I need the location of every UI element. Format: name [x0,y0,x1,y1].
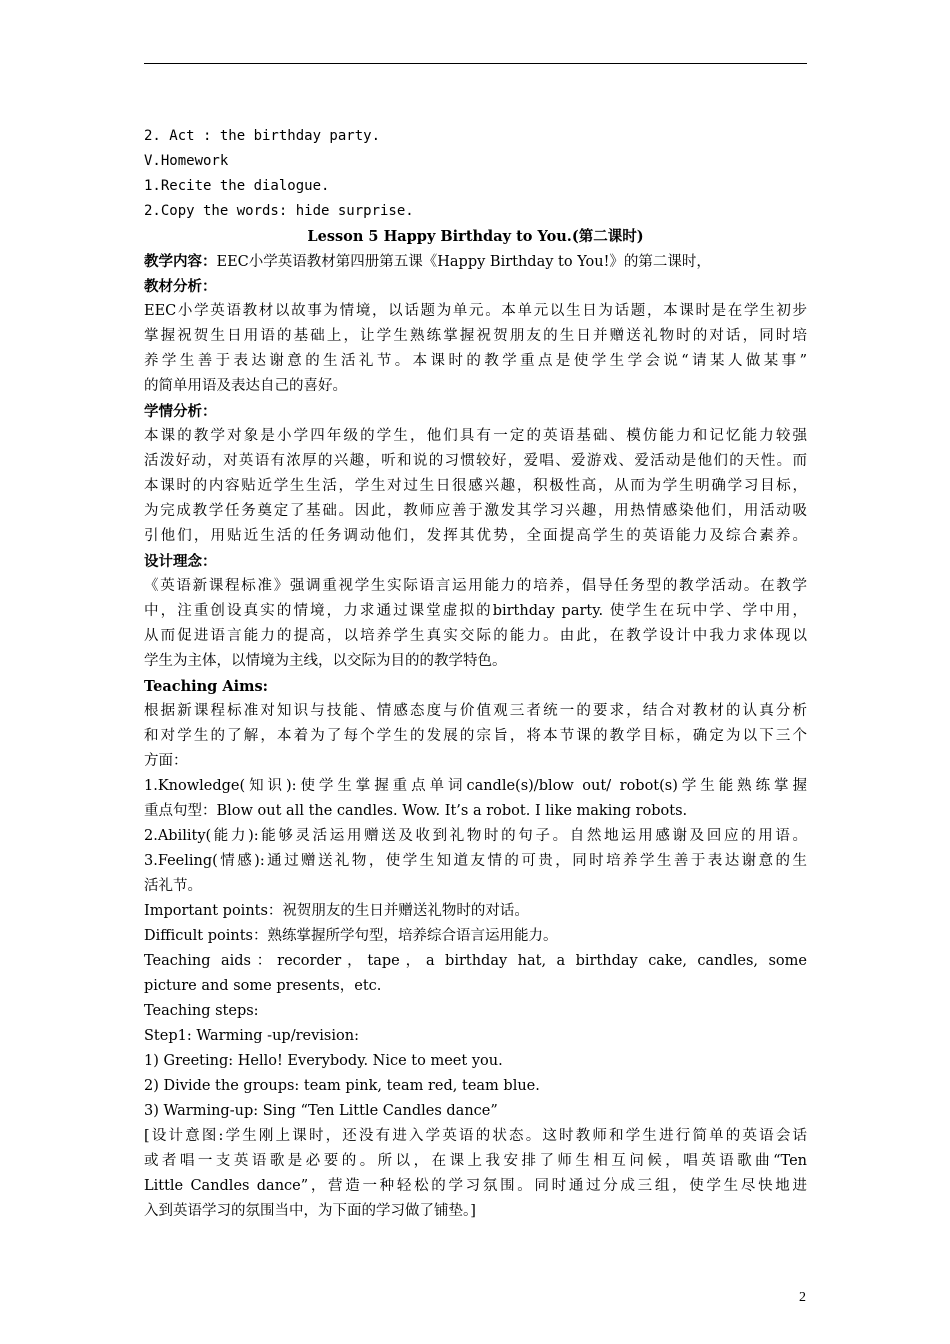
line-text: EEC小学英语教材第四册第五课《Happy Birthday to You!》的第二课时， [216,254,711,270]
text-line: 根据新课程标准对知识与技能、情感态度与价值观三者统一的要求，结合对教材的认真分析 [144,703,807,719]
text-line: 引他们，用贴近生活的任务调动他们，发挥其优势，全面提高学生的英语能力及综合素养。 [144,528,807,544]
text-line: 或者唱一支英语歌是必要的。所以，在课上我安排了师生相互问候，唱英语歌曲“Ten [144,1153,807,1169]
text-line: EEC小学英语教材以故事为情境，以话题为单元。本单元以生日为话题，本课时是在学生初步 [144,303,807,319]
text-line: 3.Feeling(情感):通过赠送礼物，使学生知道友情的可贵，同时培养学生善于表达谢意的生 [144,853,807,869]
text-line: Difficult points：熟练掌握所学句型，培养综合语言运用能力。 [144,928,558,944]
text-line: Teaching steps: [144,1003,259,1019]
text-line: 入到英语学习的氛围当中，为下面的学习做了铺垫。] [144,1203,476,1219]
text-line [144,249,807,274]
text-line: 2.Copy the words: hide surprise. [144,203,414,219]
text-line: 学情分析： [144,403,217,420]
page-number: 2 [799,1290,806,1305]
header-rule [144,63,807,64]
text-line: Lesson 5 Happy Birthday to You.(第二课时) [307,228,644,245]
text-line: 方面： [144,753,188,769]
text-line: 2. Act : the birthday party. [144,128,381,144]
line-heading: 教学内容： [144,253,217,270]
text-line: 养学生善于表达谢意的生活礼节。本课时的教学重点是使学生学会说“请某人做某事” [144,353,807,369]
text-line: 学生为主体，以情境为主线，以交际为目的的教学特色。 [144,653,507,669]
text-line: Step1: Warming -up/revision: [144,1028,359,1044]
text-line: 1.Recite the dialogue. [144,178,330,194]
text-line: 活礼节。 [144,878,202,894]
text-line: 从而促进语言能力的提高，以培养学生真实交际的能力。由此，在教学设计中我力求体现以 [144,628,807,644]
text-line: 重点句型：Blow out all the candles. Wow. It’s a robot. I like making robots. [144,803,688,819]
text-line: 本课时的内容贴近学生生活，学生对过生日很感兴趣，积极性高，从而为学生明确学习目标， [144,478,807,494]
text-line: 本课的教学对象是小学四年级的学生，他们具有一定的英语基础、模仿能力和记忆能力较强 [144,428,807,444]
text-line: 2) Divide the groups: team pink, team red, team blue. [144,1078,540,1094]
text-line: 中，注重创设真实的情境，力求通过课堂虚拟的birthday party. 使学生在玩中学、学中用， [144,603,807,619]
text-line: 3) Warming-up: Sing “Ten Little Candles dance” [144,1103,498,1119]
text-line: 的简单用语及表达自己的喜好。 [144,378,347,394]
text-line: 活泼好动，对英语有浓厚的兴趣，听和说的习惯较好，爱唱、爱游戏、爱活动是他们的天性。而 [144,453,807,469]
text-line: 教材分析： [144,278,217,295]
text-line: 1.Knowledge(知识):使学生掌握重点单词candle(s)/blow out/ robot(s)学生能熟练掌握 [144,778,807,794]
text-line: [设计意图:学生刚上课时，还没有进入学英语的状态。这时教师和学生进行简单的英语会话 [144,1128,807,1144]
text-line: Teaching aids：recorder，tape，a birthday hat, a birthday cake, candles, some [144,953,807,969]
text-line: 和对学生的了解，本着为了每个学生的发展的宗旨，将本节课的教学目标，确定为以下三个 [144,728,807,744]
text-line: 1) Greeting: Hello! Everybody. Nice to meet you. [144,1053,503,1069]
text-line: 设计理念： [144,553,217,570]
text-line: 为完成教学任务奠定了基础。因此，教师应善于激发其学习兴趣，用热情感染他们，用活动吸 [144,503,807,519]
text-line: 《英语新课程标准》强调重视学生实际语言运用能力的培养，倡导任务型的教学活动。在教学 [144,578,807,594]
text-line: V.Homework [144,153,229,169]
text-line: Little Candles dance”，营造一种轻松的学习氛围。同时通过分成三组，使学生尽快地进 [144,1178,807,1194]
text-line: 2.Ability(能力):能够灵活运用赠送及收到礼物时的句子。自然地运用感谢及回应的用语。 [144,828,807,844]
document-body [144,124,807,1224]
text-line: Important points：祝贺朋友的生日并赠送礼物时的对话。 [144,903,529,919]
text-line: 掌握祝贺生日用语的基础上，让学生熟练掌握祝贺朋友的生日并赠送礼物时的对话，同时培 [144,328,807,344]
text-line: Teaching Aims: [144,678,268,695]
text-line: picture and some presents，etc. [144,978,382,994]
